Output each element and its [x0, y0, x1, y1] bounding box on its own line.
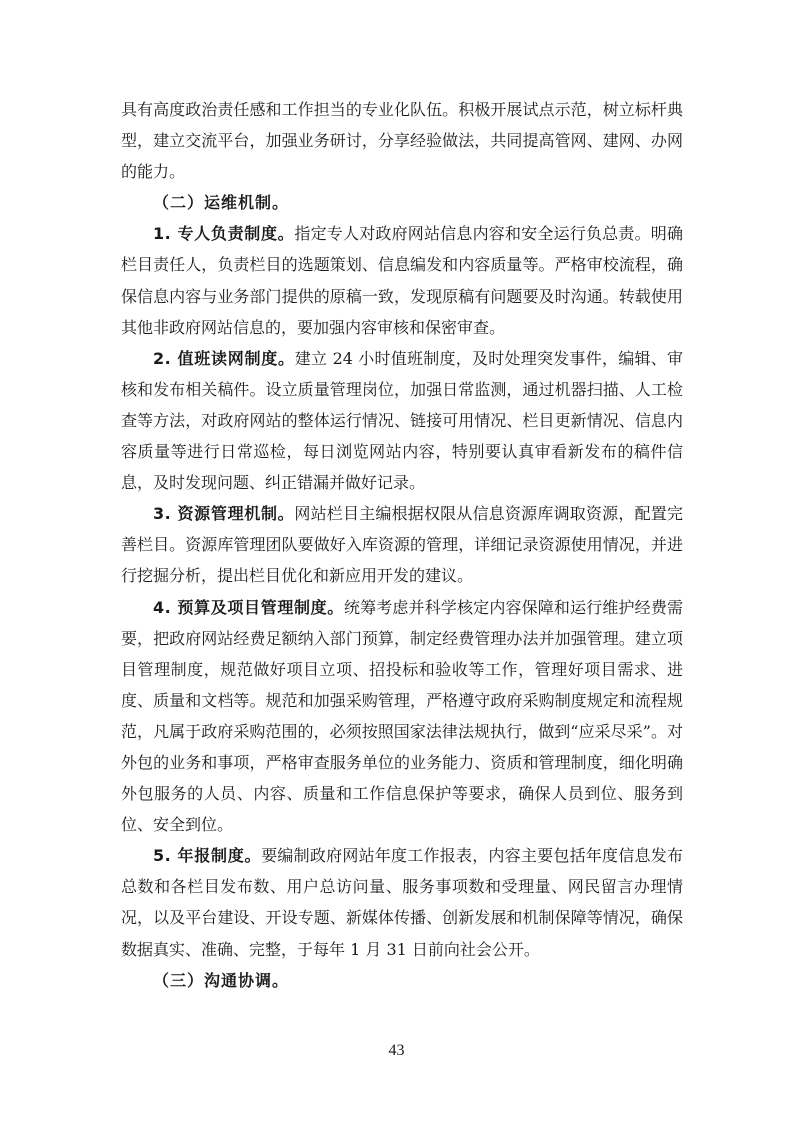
- section-heading-operations: （二）运维机制。: [153, 193, 290, 213]
- list-item: [121, 218, 683, 342]
- page-number: 43: [388, 1042, 405, 1059]
- page-body: [121, 94, 683, 996]
- item-lead: 2. 值班读网制度。: [153, 348, 295, 368]
- item-text: 建立 24 小时值班制度，及时处理突发事件，编辑、审核和发布相关稿件。设立质量管理岗位，加强日常监测，通过机器扫描、人工检查等方法，对政府网站的整体运行情况、链接可用情况、栏目更新情况、信息内容质量等进行日常巡检，每日浏览网站内容，特别要认真审看新发布的稿件信息，及时发现问题、纠正错漏并做好记录。: [121, 348, 683, 493]
- list-item: [121, 343, 683, 498]
- list-item: [121, 592, 683, 841]
- list-item: [121, 840, 683, 964]
- section-heading-communication: （三）沟通协调。: [153, 970, 290, 990]
- item-lead: 3. 资源管理机制。: [153, 504, 295, 524]
- item-lead: 4. 预算及项目管理制度。: [153, 597, 344, 617]
- item-text: 指定专人对政府网站信息内容和安全运行负总责。明确栏目责任人，负责栏目的选题策划、信息编发和内容质量等。严格审校流程，确保信息内容与业务部门提供的原稿一致，发现原稿有问题要及时沟通。转载使用其他非政府网站信息的，要加强内容审核和保密审查。: [121, 224, 683, 337]
- list-item: [121, 498, 683, 591]
- item-text: 要编制政府网站年度工作报表，内容主要包括年度信息发布总数和各栏目发布数、用户总访问量、服务事项数和受理量、网民留言办理情况，以及平台建设、开设专题、新媒体传播、创新发展和机制保障等情况，确保数据真实、准确、完整，于每年 1 月 31 日前向社会公开。: [121, 846, 683, 959]
- item-text: 网站栏目主编根据权限从信息资源库调取资源，配置完善栏目。资源库管理团队要做好入库资源的管理，详细记录资源使用情况，并进行挖掘分析，提出栏目优化和新应用开发的建议。: [121, 504, 683, 586]
- item-lead: 1. 专人负责制度。: [153, 224, 295, 244]
- item-lead: 5. 年报制度。: [153, 846, 262, 866]
- opening-paragraph: 具有高度政治责任感和工作担当的专业化队伍。积极开展试点示范，树立标杆典型，建立交流平台，加强业务研讨，分享经验做法，共同提高管网、建网、办网的能力。: [121, 100, 683, 182]
- item-text: 统筹考虑并科学核定内容保障和运行维护经费需要，把政府网站经费足额纳入部门预算，制定经费管理办法并加强管理。建立项目管理制度，规范做好项目立项、招投标和验收等工作，管理好项目需求、进度、质量和文档等。规范和加强采购管理，严格遵守政府采购制度规定和流程规范，凡属于政府采购范围的，必须按照国家法律法规执行，做到“应采尽采”。对外包的业务和事项，严格审查服务单位的业务能力、资质和管理制度，细化明确外包服务的人员、内容、质量和工作信息保护等要求，确保人员到位、服务到位、安全到位。: [121, 597, 683, 835]
